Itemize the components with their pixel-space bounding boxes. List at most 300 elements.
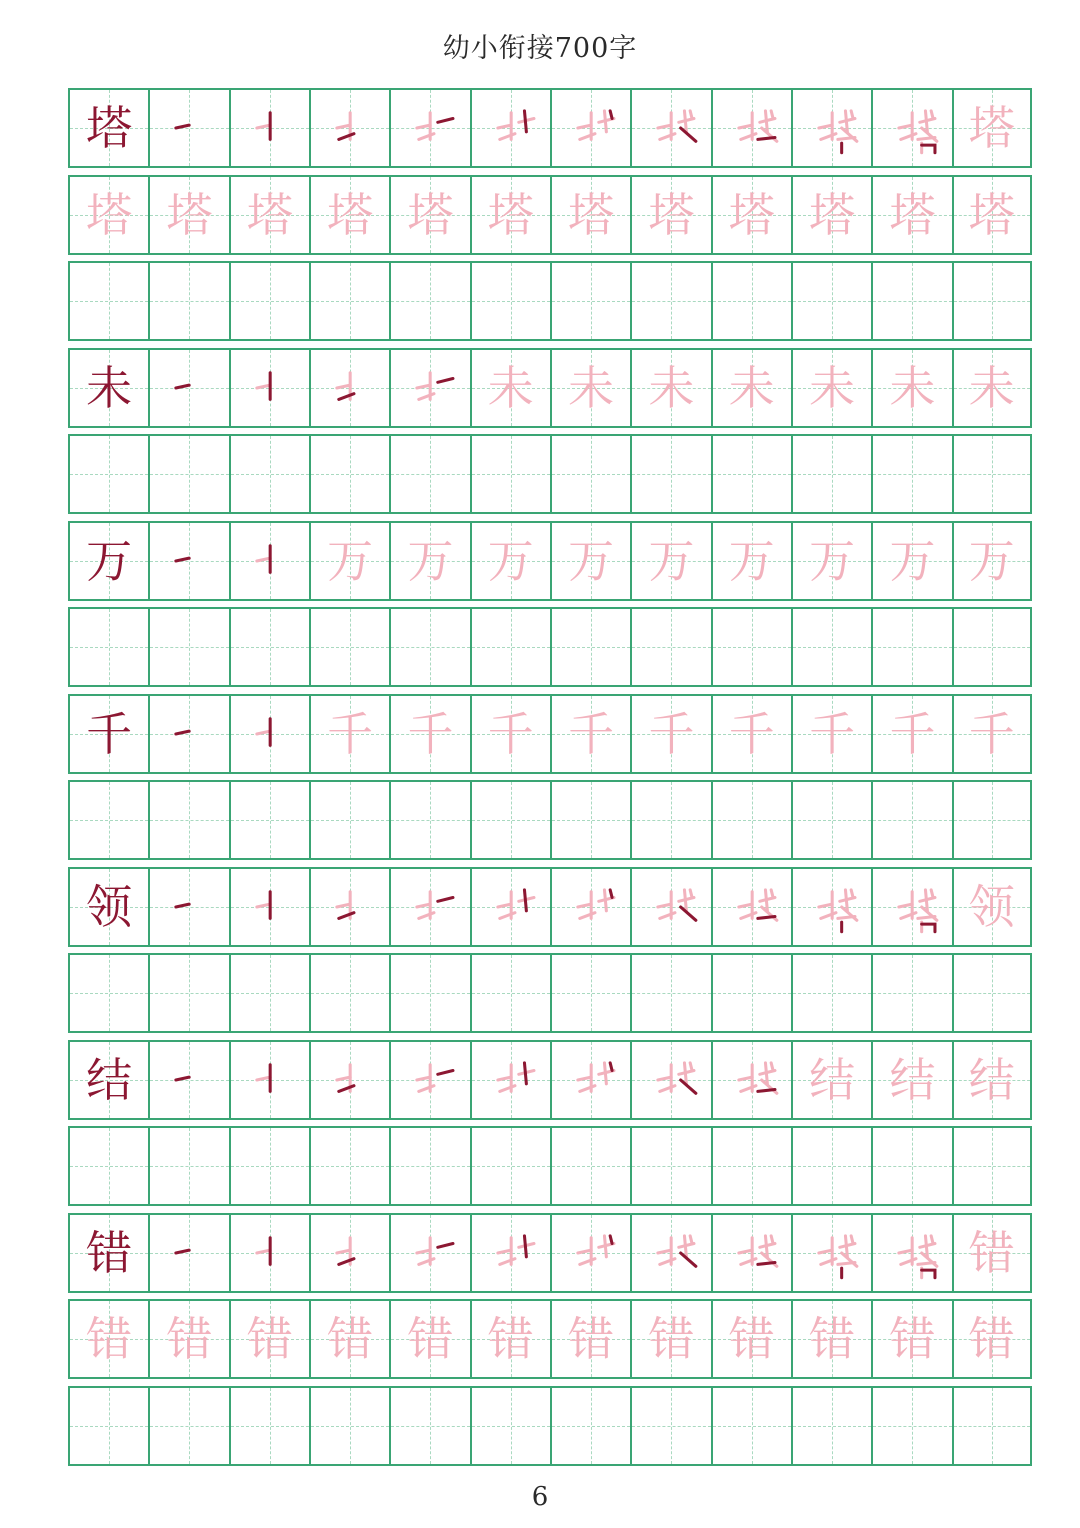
stroke-segment [658, 1250, 671, 1253]
writing-cell[interactable] [711, 1386, 791, 1466]
stroke-segment [685, 111, 687, 132]
grid-cell [630, 521, 710, 601]
grid-cell [309, 867, 389, 947]
writing-cell[interactable] [871, 1386, 951, 1466]
trace-character: 错 [889, 1312, 936, 1366]
stroke-step-drawing [311, 90, 389, 166]
grid-cell [229, 694, 309, 774]
stroke-step-drawing [311, 350, 389, 426]
grid-cell [711, 1040, 791, 1120]
stroke-step-drawing [150, 869, 228, 945]
grid-cell [550, 1299, 630, 1379]
stroke-step-drawing [391, 90, 469, 166]
stroke-step-drawing [632, 1042, 710, 1118]
writing-cell[interactable] [791, 607, 871, 687]
stroke-segment [610, 1062, 612, 1070]
writing-cell[interactable] [68, 607, 148, 687]
stroke-step-drawing [552, 1215, 630, 1291]
stroke-segment [690, 111, 692, 119]
writing-cell[interactable] [630, 953, 710, 1033]
stroke-segment [922, 1270, 935, 1278]
stroke-step-drawing [632, 1215, 710, 1291]
stroke-segment [845, 1235, 847, 1256]
writing-cell[interactable] [470, 434, 550, 514]
stroke-segment [337, 385, 350, 388]
grid-cell [791, 88, 871, 168]
writing-cell[interactable] [68, 953, 148, 1033]
grid-cell [791, 521, 871, 601]
writing-cell[interactable] [148, 1386, 228, 1466]
model-character: 领 [86, 879, 133, 934]
blank-practice-row [68, 607, 1032, 687]
writing-cell[interactable] [309, 780, 389, 860]
writing-cell[interactable] [148, 261, 228, 341]
trace-character: 万 [889, 533, 936, 588]
stroke-segment [658, 125, 671, 128]
stroke-order-row [68, 867, 1032, 947]
grid-cell [309, 521, 389, 601]
practice-grid [68, 88, 1032, 1472]
stroke-segment [681, 1080, 696, 1093]
grid-cell [550, 348, 630, 428]
trace-character: 错 [86, 1312, 133, 1366]
trace-character: 塔 [327, 187, 374, 242]
stroke-segment [738, 1077, 751, 1080]
grid-cell [791, 175, 871, 255]
stroke-step-drawing [231, 523, 309, 599]
model-character: 千 [86, 706, 133, 761]
stroke-segment [498, 1250, 511, 1253]
writing-cell[interactable] [791, 1126, 871, 1206]
grid-cell [68, 88, 148, 168]
writing-cell[interactable] [229, 1386, 309, 1466]
stroke-segment [417, 1077, 430, 1080]
stroke-step-drawing [713, 869, 791, 945]
writing-cell[interactable] [791, 434, 871, 514]
grid-cell [309, 1299, 389, 1379]
grid-cell [470, 1299, 550, 1379]
trace-character: 万 [327, 533, 374, 588]
writing-cell[interactable] [871, 261, 951, 341]
blank-practice-row [68, 1386, 1032, 1466]
stroke-step-drawing [793, 1215, 871, 1291]
grid-cell [309, 1040, 389, 1120]
grid-cell [389, 1299, 469, 1379]
stroke-step-drawing [873, 869, 951, 945]
stroke-segment [610, 111, 612, 119]
writing-cell[interactable] [68, 434, 148, 514]
writing-cell[interactable] [952, 953, 1032, 1033]
writing-cell[interactable] [550, 261, 630, 341]
grid-cell [229, 1040, 309, 1120]
stroke-segment [658, 904, 671, 907]
grid-cell [389, 694, 469, 774]
stroke-segment [851, 1235, 853, 1243]
writing-cell[interactable] [550, 953, 630, 1033]
grid-cell [229, 521, 309, 601]
trace-character: 错 [487, 1312, 534, 1366]
writing-cell[interactable] [389, 434, 469, 514]
model-character: 结 [86, 1052, 133, 1107]
trace-character: 未 [889, 360, 936, 415]
stroke-segment [604, 1062, 606, 1083]
grid-cell [630, 175, 710, 255]
trace-character: 结 [968, 1052, 1015, 1107]
stroke-order-row [68, 694, 1032, 774]
model-character: 万 [86, 533, 133, 588]
grid-cell [148, 521, 228, 601]
stroke-order-row [68, 1213, 1032, 1293]
grid-cell [148, 175, 228, 255]
writing-cell[interactable] [148, 953, 228, 1033]
grid-cell [871, 1213, 951, 1293]
grid-cell [550, 175, 630, 255]
trace-character: 塔 [648, 187, 695, 242]
writing-cell[interactable] [630, 1126, 710, 1206]
grid-cell [871, 1040, 951, 1120]
grid-cell [309, 88, 389, 168]
grid-cell [470, 175, 550, 255]
writing-cell[interactable] [791, 953, 871, 1033]
writing-cell[interactable] [791, 1386, 871, 1466]
stroke-segment [257, 1077, 270, 1080]
writing-cell[interactable] [711, 607, 791, 687]
grid-cell [952, 1299, 1032, 1379]
writing-cell[interactable] [148, 1126, 228, 1206]
grid-cell [470, 1213, 550, 1293]
grid-cell [229, 1213, 309, 1293]
writing-cell[interactable] [68, 1126, 148, 1206]
stroke-step-drawing [231, 90, 309, 166]
grid-cell [309, 694, 389, 774]
stroke-step-drawing [632, 90, 710, 166]
writing-cell[interactable] [630, 261, 710, 341]
stroke-segment [899, 125, 912, 128]
grid-cell [550, 867, 630, 947]
page-title: 幼小衔接700字 [442, 33, 638, 64]
grid-cell [68, 1040, 148, 1120]
stroke-step-drawing [391, 1042, 469, 1118]
grid-cell [309, 175, 389, 255]
trace-character: 千 [809, 706, 856, 761]
grid-cell [68, 175, 148, 255]
writing-cell[interactable] [389, 953, 469, 1033]
stroke-segment [765, 111, 767, 132]
writing-cell[interactable] [229, 607, 309, 687]
stroke-segment [257, 125, 270, 128]
writing-cell[interactable] [871, 1126, 951, 1206]
stroke-segment [771, 111, 773, 119]
grid-cell [630, 867, 710, 947]
writing-cell[interactable] [952, 780, 1032, 860]
trace-character: 错 [648, 1312, 695, 1366]
stroke-step-drawing [713, 1215, 791, 1291]
writing-cell[interactable] [711, 1126, 791, 1206]
writing-cell[interactable] [148, 780, 228, 860]
writing-cell[interactable] [470, 1126, 550, 1206]
writing-cell[interactable] [630, 780, 710, 860]
stroke-step-drawing [231, 1042, 309, 1118]
trace-character: 千 [487, 706, 534, 761]
writing-cell[interactable] [309, 953, 389, 1033]
grid-cell [389, 1040, 469, 1120]
stroke-step-drawing [873, 90, 951, 166]
stroke-segment [257, 385, 270, 388]
writing-cell[interactable] [711, 780, 791, 860]
stroke-step-drawing [391, 869, 469, 945]
writing-cell[interactable] [470, 607, 550, 687]
grid-cell [871, 88, 951, 168]
writing-cell[interactable] [791, 780, 871, 860]
writing-cell[interactable] [630, 607, 710, 687]
stroke-step-drawing [150, 696, 228, 772]
stroke-step-drawing [873, 1215, 951, 1291]
grid-cell [389, 1213, 469, 1293]
stroke-segment [819, 904, 832, 907]
stroke-segment [658, 1077, 671, 1080]
stroke-segment [438, 119, 453, 123]
writing-cell[interactable] [470, 953, 550, 1033]
grid-cell [711, 88, 791, 168]
stroke-segment [417, 1250, 430, 1253]
grid-cell [309, 1213, 389, 1293]
writing-cell[interactable] [871, 953, 951, 1033]
writing-cell[interactable] [470, 780, 550, 860]
writing-cell[interactable] [952, 607, 1032, 687]
stroke-segment [765, 1062, 767, 1083]
stroke-step-drawing [391, 350, 469, 426]
trace-character: 未 [568, 360, 615, 415]
stroke-segment [899, 1250, 912, 1253]
stroke-step-drawing [472, 869, 550, 945]
stroke-segment [738, 1250, 751, 1253]
grid-cell [389, 867, 469, 947]
writing-cell[interactable] [550, 434, 630, 514]
trace-character: 未 [648, 360, 695, 415]
grid-cell [952, 694, 1032, 774]
model-character: 塔 [86, 101, 133, 155]
stroke-segment [499, 1258, 514, 1264]
grid-cell [952, 1040, 1032, 1120]
writing-cell[interactable] [229, 1126, 309, 1206]
stroke-step-drawing [150, 90, 228, 166]
writing-cell[interactable] [550, 1386, 630, 1466]
stroke-step-drawing [552, 1042, 630, 1118]
stroke-segment [604, 111, 606, 132]
writing-cell[interactable] [148, 434, 228, 514]
stroke-step-drawing [150, 350, 228, 426]
writing-cell[interactable] [68, 780, 148, 860]
stroke-segment [681, 128, 696, 141]
stroke-segment [176, 1077, 189, 1080]
grid-cell [711, 175, 791, 255]
stroke-segment [604, 889, 606, 910]
writing-cell[interactable] [229, 780, 309, 860]
writing-cell[interactable] [229, 261, 309, 341]
grid-cell [68, 521, 148, 601]
trace-character: 错 [968, 1225, 1015, 1280]
blank-practice-row [68, 953, 1032, 1033]
trace-character: 塔 [889, 187, 936, 242]
stroke-segment [771, 889, 773, 897]
stroke-segment [918, 1262, 935, 1264]
grid-cell [389, 521, 469, 601]
grid-cell [68, 867, 148, 947]
writing-cell[interactable] [309, 434, 389, 514]
stroke-segment [685, 1062, 687, 1083]
trace-character: 千 [407, 706, 454, 761]
grid-cell [871, 175, 951, 255]
stroke-segment [681, 1253, 696, 1266]
grid-cell [470, 348, 550, 428]
grid-cell [630, 694, 710, 774]
grid-cell [791, 694, 871, 774]
stroke-segment [845, 111, 847, 132]
writing-cell[interactable] [630, 434, 710, 514]
writing-cell[interactable] [711, 953, 791, 1033]
stroke-segment [499, 912, 514, 918]
writing-cell[interactable] [309, 261, 389, 341]
grid-cell [148, 867, 228, 947]
writing-cell[interactable] [389, 780, 469, 860]
stroke-step-drawing [311, 869, 389, 945]
stroke-segment [765, 889, 767, 910]
writing-cell[interactable] [309, 1126, 389, 1206]
writing-cell[interactable] [550, 607, 630, 687]
writing-cell[interactable] [871, 434, 951, 514]
grid-cell [871, 867, 951, 947]
stroke-segment [926, 889, 928, 910]
trace-character: 未 [728, 360, 775, 415]
stroke-segment [757, 916, 774, 918]
trace-character: 万 [968, 533, 1015, 588]
trace-character: 万 [568, 533, 615, 588]
stroke-segment [417, 385, 430, 388]
writing-cell[interactable] [550, 1126, 630, 1206]
grid-cell [791, 1299, 871, 1379]
grid-cell [229, 175, 309, 255]
grid-cell [470, 521, 550, 601]
writing-cell[interactable] [470, 261, 550, 341]
stroke-order-row [68, 348, 1032, 428]
grid-cell [68, 1299, 148, 1379]
writing-cell[interactable] [389, 1386, 469, 1466]
grid-cell [630, 1040, 710, 1120]
writing-cell[interactable] [711, 261, 791, 341]
grid-cell [871, 348, 951, 428]
writing-cell[interactable] [389, 261, 469, 341]
writing-cell[interactable] [148, 607, 228, 687]
stroke-order-row [68, 521, 1032, 601]
stroke-segment [498, 1077, 511, 1080]
writing-cell[interactable] [711, 434, 791, 514]
stroke-segment [922, 145, 935, 153]
stroke-step-drawing [311, 1215, 389, 1291]
grid-cell [389, 175, 469, 255]
trace-character: 万 [648, 533, 695, 588]
trace-character: 错 [809, 1312, 856, 1366]
stroke-segment [685, 1235, 687, 1256]
writing-cell[interactable] [952, 1386, 1032, 1466]
grid-cell [630, 348, 710, 428]
stroke-segment [838, 1262, 855, 1264]
stroke-step-drawing [793, 869, 871, 945]
grid-cell [68, 1213, 148, 1293]
stroke-segment [257, 731, 270, 734]
stroke-step-drawing [472, 1215, 550, 1291]
trace-character: 错 [968, 1312, 1015, 1366]
stroke-segment [771, 1235, 773, 1243]
stroke-segment [922, 924, 935, 932]
writing-cell[interactable] [550, 780, 630, 860]
grid-cell [68, 694, 148, 774]
writing-cell[interactable] [389, 1126, 469, 1206]
stroke-segment [438, 1070, 453, 1074]
trace-character: 错 [327, 1312, 374, 1366]
writing-cell[interactable] [389, 607, 469, 687]
grid-cell [952, 348, 1032, 428]
trace-character: 千 [728, 706, 775, 761]
writing-cell[interactable] [309, 607, 389, 687]
stroke-segment [757, 138, 774, 140]
grid-cell [309, 348, 389, 428]
trace-character: 结 [809, 1052, 856, 1107]
stroke-segment [578, 904, 591, 907]
trace-character: 错 [407, 1312, 454, 1366]
writing-cell[interactable] [309, 1386, 389, 1466]
grid-cell [229, 88, 309, 168]
stroke-segment [498, 125, 511, 128]
stroke-segment [176, 385, 189, 388]
stroke-step-drawing [231, 869, 309, 945]
writing-cell[interactable] [470, 1386, 550, 1466]
trace-character: 错 [728, 1312, 775, 1366]
stroke-step-drawing [150, 1215, 228, 1291]
trace-character: 领 [968, 879, 1015, 934]
grid-cell [952, 521, 1032, 601]
writing-cell[interactable] [68, 1386, 148, 1466]
grid-cell [470, 867, 550, 947]
grid-cell [148, 694, 228, 774]
trace-character: 万 [407, 533, 454, 588]
stroke-segment [738, 904, 751, 907]
writing-cell[interactable] [791, 261, 871, 341]
writing-cell[interactable] [952, 261, 1032, 341]
writing-cell[interactable] [68, 261, 148, 341]
stroke-segment [524, 889, 526, 910]
writing-cell[interactable] [630, 1386, 710, 1466]
writing-cell[interactable] [952, 434, 1032, 514]
stroke-segment [578, 1077, 591, 1080]
grid-cell [952, 1213, 1032, 1293]
stroke-segment [578, 1250, 591, 1253]
writing-cell[interactable] [952, 1126, 1032, 1206]
trace-character: 千 [889, 706, 936, 761]
stroke-segment [690, 1235, 692, 1243]
stroke-segment [257, 1250, 270, 1253]
writing-cell[interactable] [229, 953, 309, 1033]
writing-cell[interactable] [871, 607, 951, 687]
writing-cell[interactable] [229, 434, 309, 514]
stroke-segment [337, 125, 350, 128]
page-number: 6 [531, 1482, 549, 1512]
trace-character: 千 [648, 706, 695, 761]
stroke-segment [757, 1262, 774, 1264]
writing-cell[interactable] [871, 780, 951, 860]
grid-cell [148, 1213, 228, 1293]
trace-character: 结 [889, 1052, 936, 1107]
trace-character: 千 [568, 706, 615, 761]
